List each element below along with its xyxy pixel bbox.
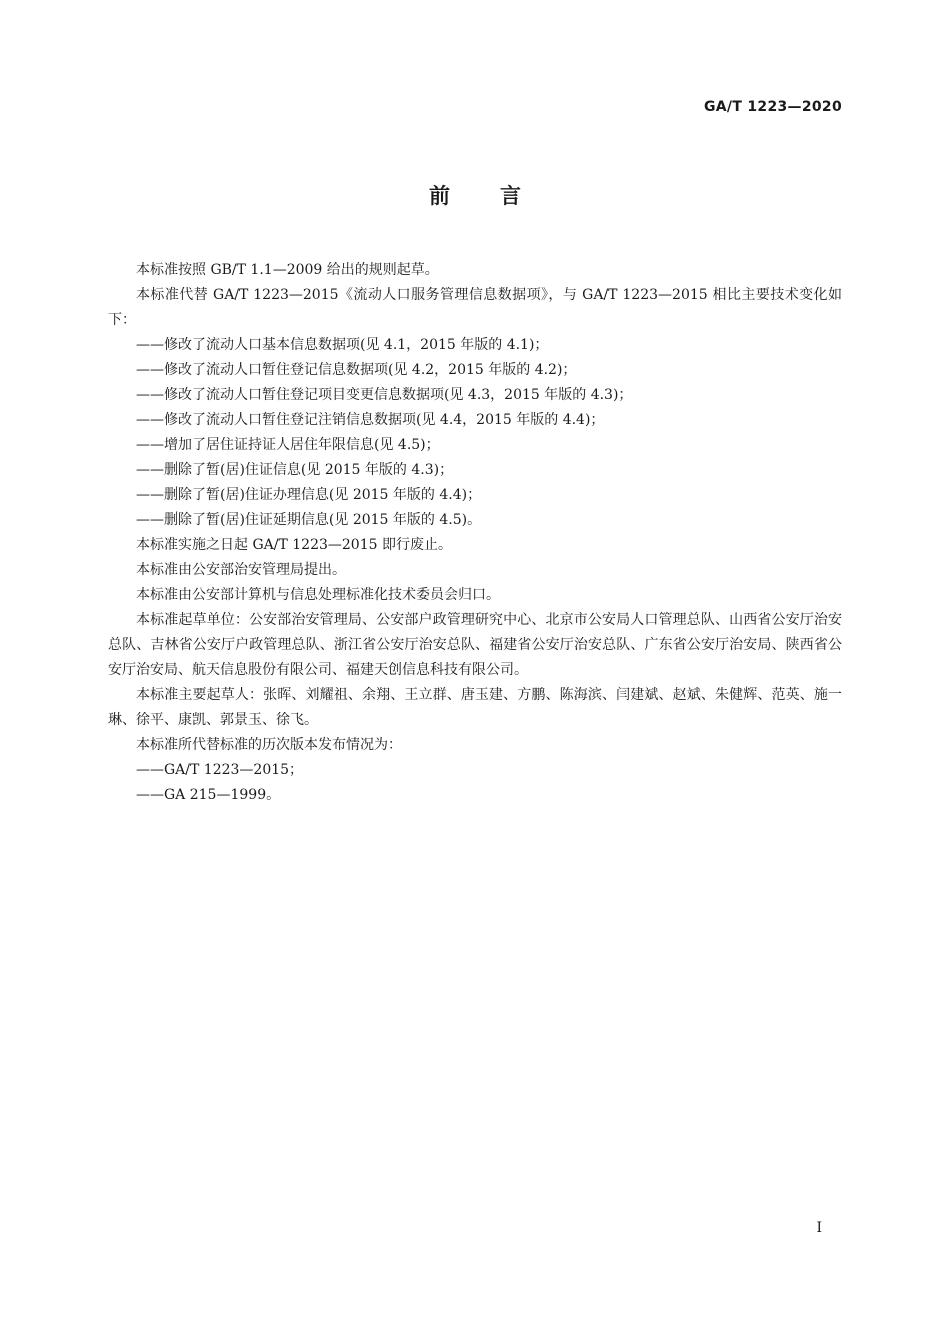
paragraph-proposer: 本标准由公安部治安管理局提出。 (136, 562, 346, 578)
change-item: ——增加了居住证持证人居住年限信息(见 4.5)； (136, 437, 440, 453)
paragraph-abolish: 本标准实施之日起 GA/T 1223—2015 即行废止。 (136, 537, 452, 553)
change-item: ——删除了暂(居)住证办理信息(见 2015 年版的 4.4)； (136, 487, 482, 503)
change-item: ——修改了流动人口暂住登记注销信息数据项(见 4.4，2015 年版的 4.4)； (136, 412, 605, 428)
change-item: ——修改了流动人口基本信息数据项(见 4.1，2015 年版的 4.1)； (136, 337, 549, 353)
history-item: ——GA/T 1223—2015； (136, 762, 304, 778)
change-item: ——删除了暂(居)住证信息(见 2015 年版的 4.3)； (136, 462, 454, 478)
paragraph-replacement: 本标准代替 GA/T 1223—2015《流动人口服务管理信息数据项》，与 GA/T 1223—2015 相比主要技术变化如下： (108, 287, 842, 328)
change-item: ——删除了暂(居)住证延期信息(见 2015 年版的 4.5)。 (136, 512, 482, 528)
standard-code: GA/T 1223—2020 (704, 99, 842, 115)
change-item: ——修改了流动人口暂住登记项目变更信息数据项(见 4.3，2015 年版的 4.3)； (136, 387, 633, 403)
paragraph-drafting-rules: 本标准按照 GB/T 1.1—2009 给出的规则起草。 (136, 262, 439, 278)
history-item: ——GA 215—1999。 (136, 787, 281, 803)
foreword-body (108, 258, 842, 808)
page-number: I (816, 1220, 822, 1236)
page-title: 前言 (429, 184, 571, 208)
paragraph-history-intro: 本标准所代替标准的历次版本发布情况为： (136, 737, 402, 753)
paragraph-administrator: 本标准由公安部计算机与信息处理标准化技术委员会归口。 (136, 587, 500, 603)
paragraph-drafting-units: 本标准起草单位：公安部治安管理局、公安部户政管理研究中心、北京市公安局人口管理总队、山西省公安厅治安总队、吉林省公安厅户政管理总队、浙江省公安厅治安总队、福建省公安厅治安总队、广东省公安厅治安局、陕西省公安厅治安局、航天信息股份有限公司、福建天创信息科技有限公司。 (108, 612, 842, 678)
paragraph-drafters: 本标准主要起草人：张晖、刘耀祖、余翔、王立群、唐玉建、方鹏、陈海滨、闫建斌、赵斌、朱健辉、范英、施一琳、徐平、康凯、郭景玉、徐飞。 (108, 687, 842, 728)
change-item: ——修改了流动人口暂住登记信息数据项(见 4.2，2015 年版的 4.2)； (136, 362, 577, 378)
